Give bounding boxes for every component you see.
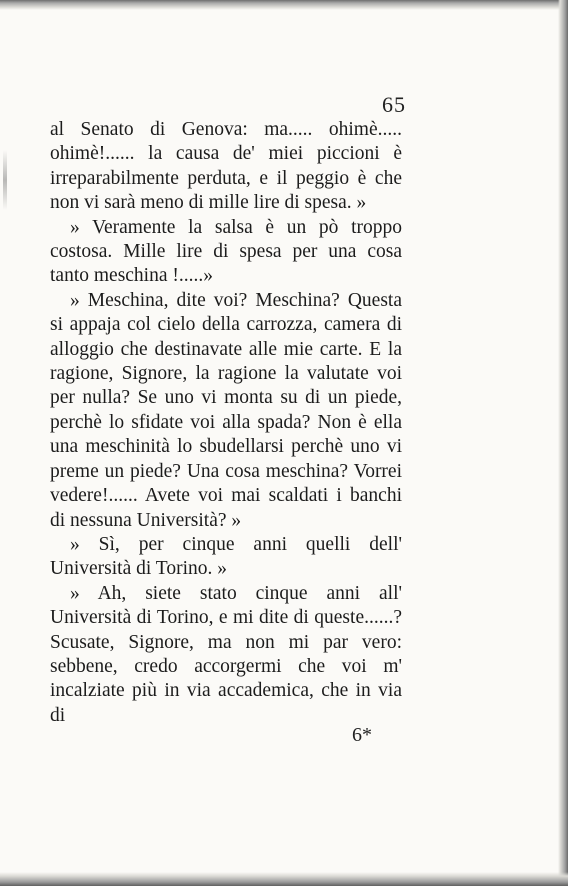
scan-top-edge — [0, 0, 568, 10]
paragraph-2: » Veramente la salsa è un pò troppo costosa. Mille lire di spesa per una cosa tanto meschina !.....» — [50, 216, 402, 287]
scan-bottom-edge — [0, 872, 568, 886]
page-number: 65 — [382, 92, 406, 117]
signature-mark: 6* — [352, 724, 372, 746]
scan-right-edge — [558, 0, 568, 886]
scan-left-mark — [3, 150, 7, 210]
paragraph-4: » Sì, per cinque anni quelli dell' Università di Torino. » — [50, 533, 402, 580]
paragraph-1: al Senato di Genova: ma..... ohimè..... ohimè!...... la causa de' miei piccioni è irreparabilmente perduta, e il peggio è che non vi sarà meno di mille lire di spesa. » — [50, 119, 402, 214]
body-text — [50, 118, 402, 728]
paragraph-5: » Ah, siete stato cinque anni all' Università di Torino, e mi dite di queste......? Scusate, Signore, ma non mi par vero: sebbene, credo accorgermi che voi m' incalziate più in via accademica, che in via di — [50, 582, 402, 726]
paragraph-3: » Meschina, dite voi? Meschina? Questa si appaja col cielo della carrozza, camera di alloggio che destinavate alle mie carte. E la ragione, Signore, la ragione la valutate voi per nulla? Se uno vi monta su di un piede, perchè lo sfidate voi alla spada? Non è ella una meschinità lo sbudellarsi perchè uno vi preme un piede? Una cosa meschina? Vorrei vedere!...... Avete voi mai scaldati i banchi di nessuna Università? » — [50, 289, 402, 531]
